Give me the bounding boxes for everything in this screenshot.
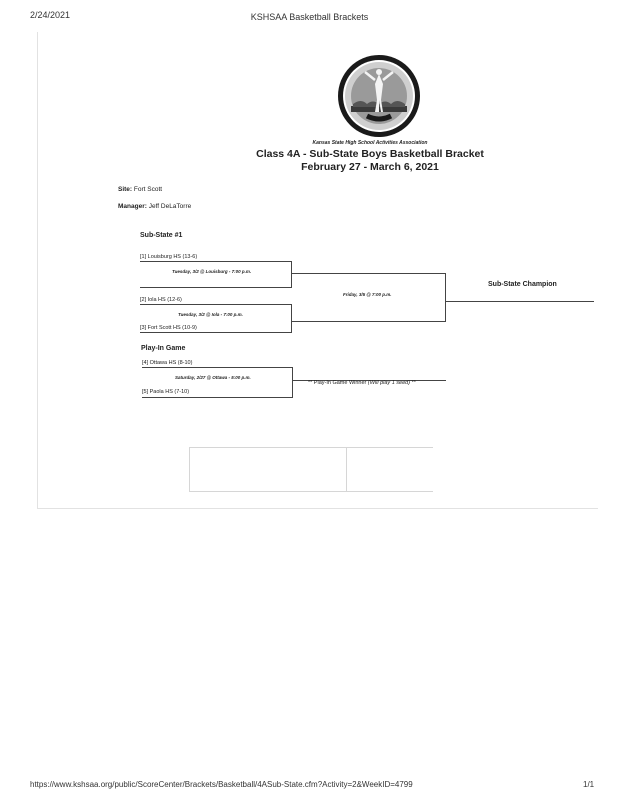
bracket-line: [140, 304, 292, 305]
source-url: https://www.kshsaa.org/public/ScoreCenter/Brackets/Basketball/4ASub-State.cfm?Activity=2&WeekID=4799: [30, 780, 413, 789]
manager-line: [118, 203, 191, 210]
site-value: Fort Scott: [133, 186, 163, 193]
game-final: Friday, 3/5 @ 7:00 p.m.: [343, 292, 392, 297]
game-iola: Tuesday, 3/2 @ Iola - 7:00 p.m.: [178, 312, 243, 317]
site-line: [118, 186, 162, 193]
bracket-line: [292, 367, 293, 398]
bracket-line: [291, 304, 292, 333]
empty-box: [346, 447, 433, 492]
team-seed-4: [4] Ottawa HS (8-10): [142, 360, 193, 366]
print-date: 2/24/2021: [30, 10, 71, 20]
bracket-line: [142, 367, 293, 368]
bracket-line: [142, 397, 293, 398]
game-louisburg: Tuesday, 3/2 @ Louisburg - 7:00 p.m.: [172, 269, 252, 274]
page-number: 1/1: [583, 780, 595, 789]
winner-suffix: **: [410, 380, 416, 386]
substate-label: Sub-State #1: [140, 232, 183, 239]
playin-winner-note: [308, 380, 416, 386]
playin-label: Play-In Game: [141, 345, 186, 352]
game-playin: Saturday, 2/27 @ Ottawa - 5:00 p.m.: [175, 375, 251, 380]
empty-box: [189, 447, 347, 492]
bracket-line: [140, 332, 292, 333]
page-header-title: KSHSAA Basketball Brackets: [250, 12, 369, 22]
bracket-line: [140, 261, 292, 262]
bracket-line: [140, 287, 292, 288]
team-seed-1: [1] Louisburg HS (13-6): [140, 254, 198, 260]
team-seed-2: [2] Iola HS (12-6): [140, 297, 182, 303]
bracket-line: [292, 321, 446, 322]
page-title: Class 4A - Sub-State Boys Basketball Bracket: [256, 148, 484, 160]
winner-note: (Will play 1 seed): [367, 380, 411, 386]
bracket-line: [291, 261, 292, 288]
bracket-line: [292, 273, 446, 274]
bracket-line: [445, 273, 446, 322]
bracket-dates: February 27 - March 6, 2021: [301, 161, 439, 173]
winner-prefix: ** Play-In Game Winner: [308, 380, 368, 386]
team-seed-5: [5] Paola HS (7-10): [142, 389, 190, 395]
team-seed-3: [3] Fort Scott HS (10-9): [140, 325, 197, 331]
site-label: Site:: [118, 186, 133, 193]
manager-label: Manager:: [118, 203, 147, 210]
seal-icon: [337, 54, 421, 138]
bracket-panel: [37, 32, 598, 509]
manager-value: Jeff DeLaTorre: [148, 203, 192, 210]
association-name: Kansas State High School Activities Association: [312, 140, 428, 146]
champion-label: Sub-State Champion: [488, 281, 557, 288]
champion-line: [446, 301, 594, 302]
